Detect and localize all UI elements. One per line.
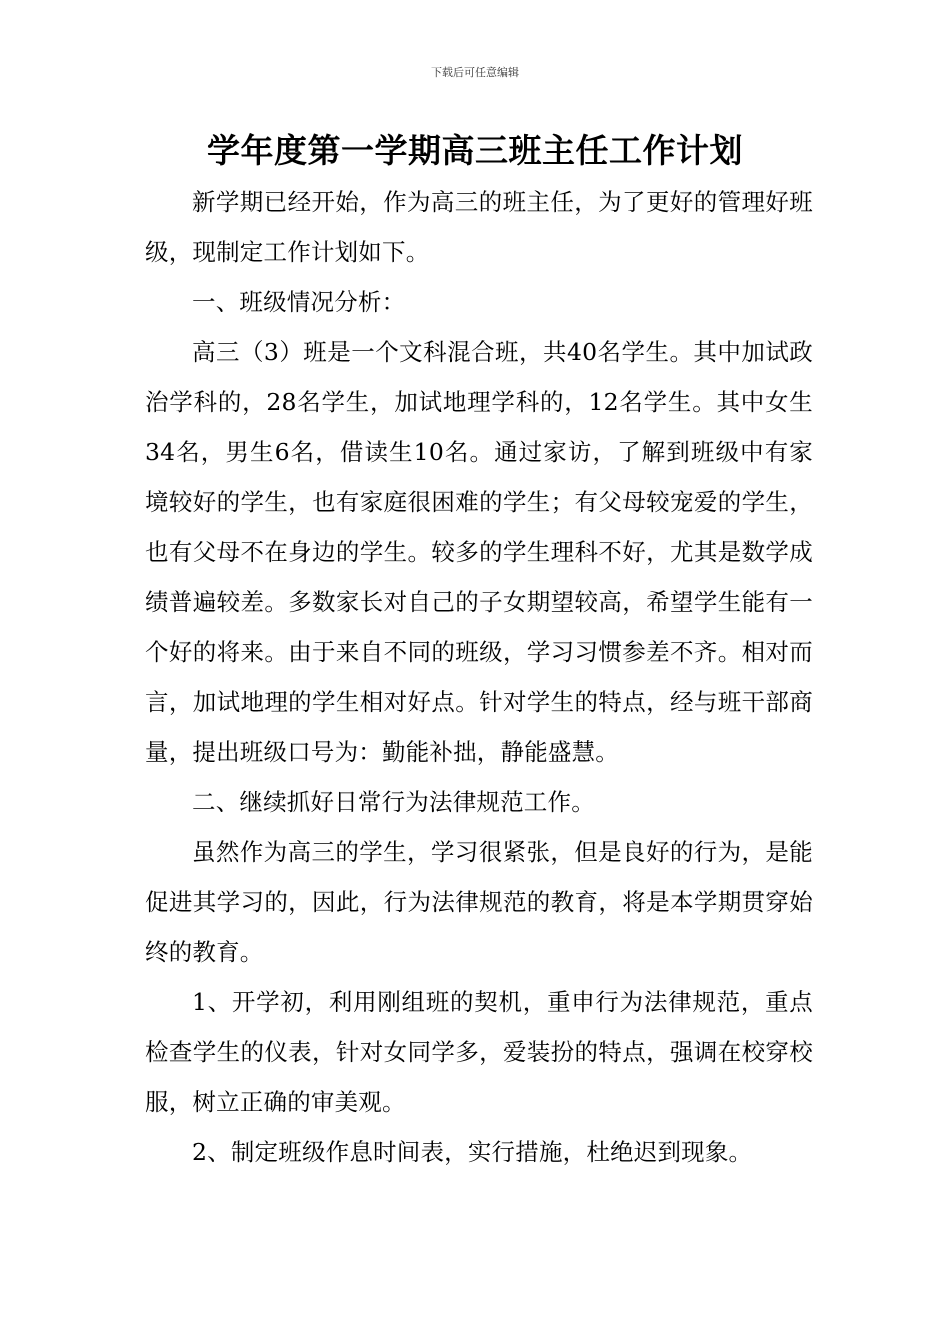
list-item-2: 2、制定班级作息时间表，实行措施，杜绝迟到现象。 (192, 1138, 753, 1166)
section-heading-class-analysis: 一、班级情况分析： (192, 288, 406, 316)
paragraph-intro: 新学期已经开始，作为高三的班主任，为了更好的管理好班级，现制定工作计划如下。 (145, 188, 813, 266)
header-note: 下载后可任意编辑 (431, 66, 519, 79)
list-item-1: 1、开学初，利用刚组班的契机，重申行为法律规范，重点检查学生的仪表，针对女同学多，爱装扮的特点，强调在校穿校服，树立正确的审美观。 (145, 988, 813, 1116)
section-heading-behavior-norms: 二、继续抓好日常行为法律规范工作。 (192, 788, 595, 816)
document-title: 学年度第一学期高三班主任工作计划 (207, 131, 743, 170)
document-body (145, 177, 813, 1177)
paragraph-behavior-norms: 虽然作为高三的学生，学习很紧张，但是良好的行为，是能促进其学习的，因此，行为法律规范的教育，将是本学期贯穿始终的教育。 (145, 838, 813, 966)
paragraph-class-analysis: 高三（3）班是一个文科混合班，共40名学生。其中加试政治学科的，28名学生，加试地理学科的，12名学生。其中女生34名，男生6名，借读生10名。通过家访，了解到班级中有家境较好的学生，也有家庭很困难的学生；有父母较宠爱的学生，也有父母不在身边的学生。较多的学生理科不好，尤其是数学成绩普遍较差。多数家长对自己的子女期望较高，希望学生能有一个好的将来。由于来自不同的班级，学习习惯参差不齐。相对而言，加试地理的学生相对好点。针对学生的特点，经与班干部商量，提出班级口号为：勤能补拙，静能盛慧。 (145, 338, 813, 766)
